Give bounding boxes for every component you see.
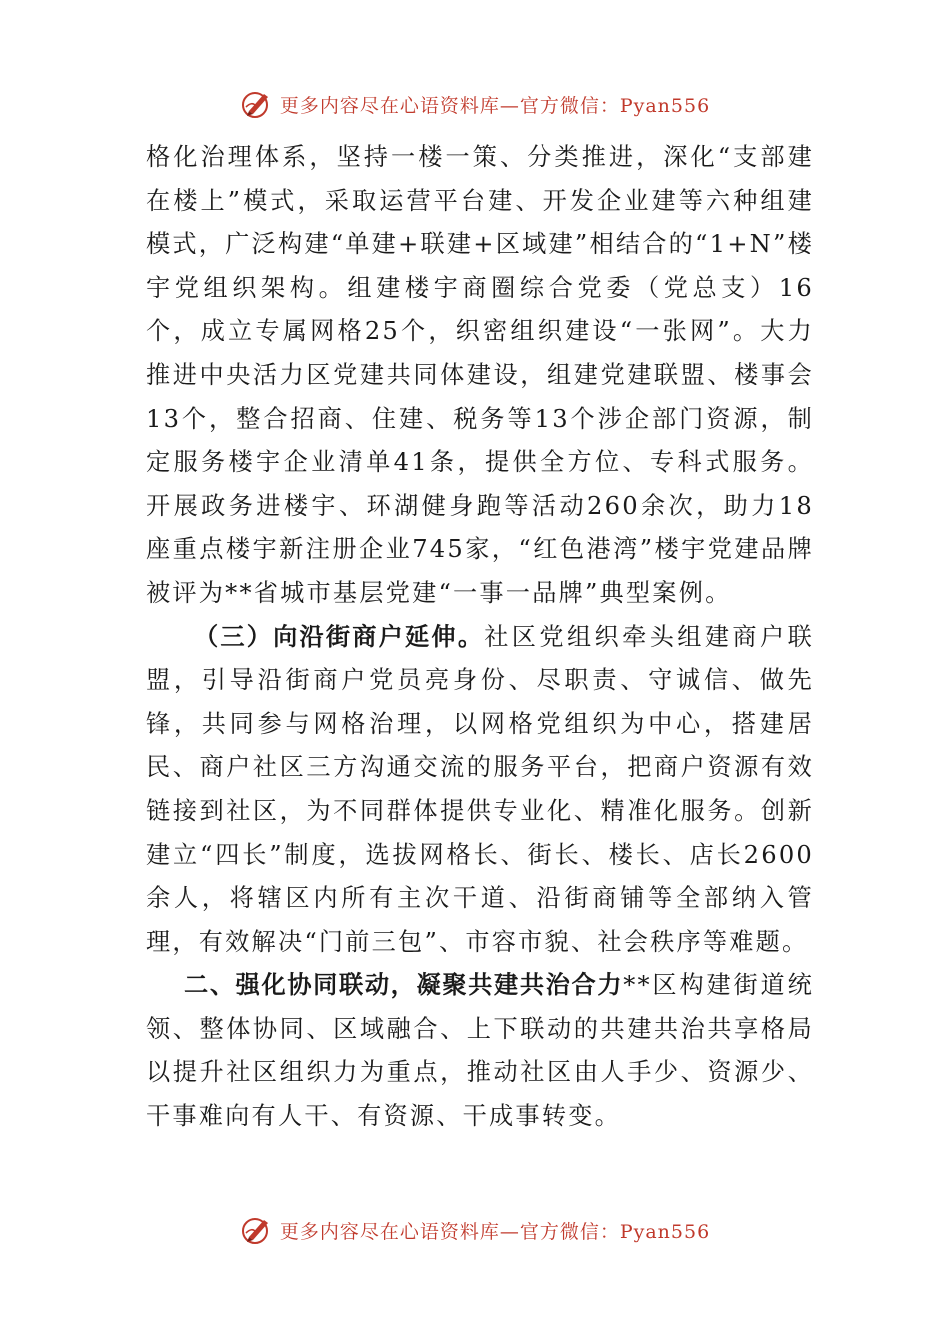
document-body [146, 136, 814, 1139]
paragraph-1 [146, 136, 814, 616]
header-watermark [0, 84, 950, 124]
pen-seal-icon [240, 1213, 274, 1247]
paragraph-2-body: 社区党组织牵头组建商户联盟，引导沿街商户党员亮身份、尽职责、守诚信、做先锋，共同参与网格治理，以网格党组织为中心，搭建居民、商户社区三方沟通交流的服务平台，把商户资源有效链接到社区，为不同群体提供专业化、精准化服务。创新建立“四长”制度，选拔网格长、街长、楼长、店长2600余人，将辖区内所有主次干道、沿街商铺等全部纳入管理，有效解决“门前三包”、市容市貌、社会秩序等难题。 [146, 622, 814, 956]
watermark-text: 更多内容尽在心语资料库—官方微信：Pyan556 [279, 1220, 711, 1243]
section-heading-3: （三）向沿街商户延伸。 [194, 622, 485, 651]
paragraph-3-body: **区构建街道统领、整体协同、区域融合、上下联动的共建共治共享格局以提升社区组织力为重点，推动社区由人手少、资源少、干事难向有人干、有资源、干成事转变。 [146, 971, 814, 1131]
paragraph-2 [146, 616, 814, 965]
footer-watermark [0, 1210, 950, 1250]
paragraph-3 [146, 964, 814, 1138]
watermark-text: 更多内容尽在心语资料库—官方微信：Pyan556 [279, 94, 711, 117]
section-heading-2: 二、强化协同联动，凝聚共建共治合力 [184, 971, 624, 1000]
paragraph-1-body: 格化治理体系，坚持一楼一策、分类推进，深化“支部建在楼上”模式，采取运营平台建、开发企业建等六种组建模式，广泛构建“单建+联建+区域建”相结合的“1+N”楼宇党组织架构。组建楼宇商圈综合党委（党总支）16个，成立专属网格25个，织密组织建设“一张网”。大力推进中央活力区党建共同体建设，组建党建联盟、楼事会13个，整合招商、住建、税务等13个涉企部门资源，制定服务楼宇企业清单41条，提供全方位、专科式服务。开展政务进楼宇、环湖健身跑等活动260余次，助力18座重点楼宇新注册企业745家，“红色港湾”楼宇党建品牌被评为**省城市基层党建“一事一品牌”典型案例。 [146, 143, 814, 607]
pen-seal-icon [240, 87, 274, 121]
